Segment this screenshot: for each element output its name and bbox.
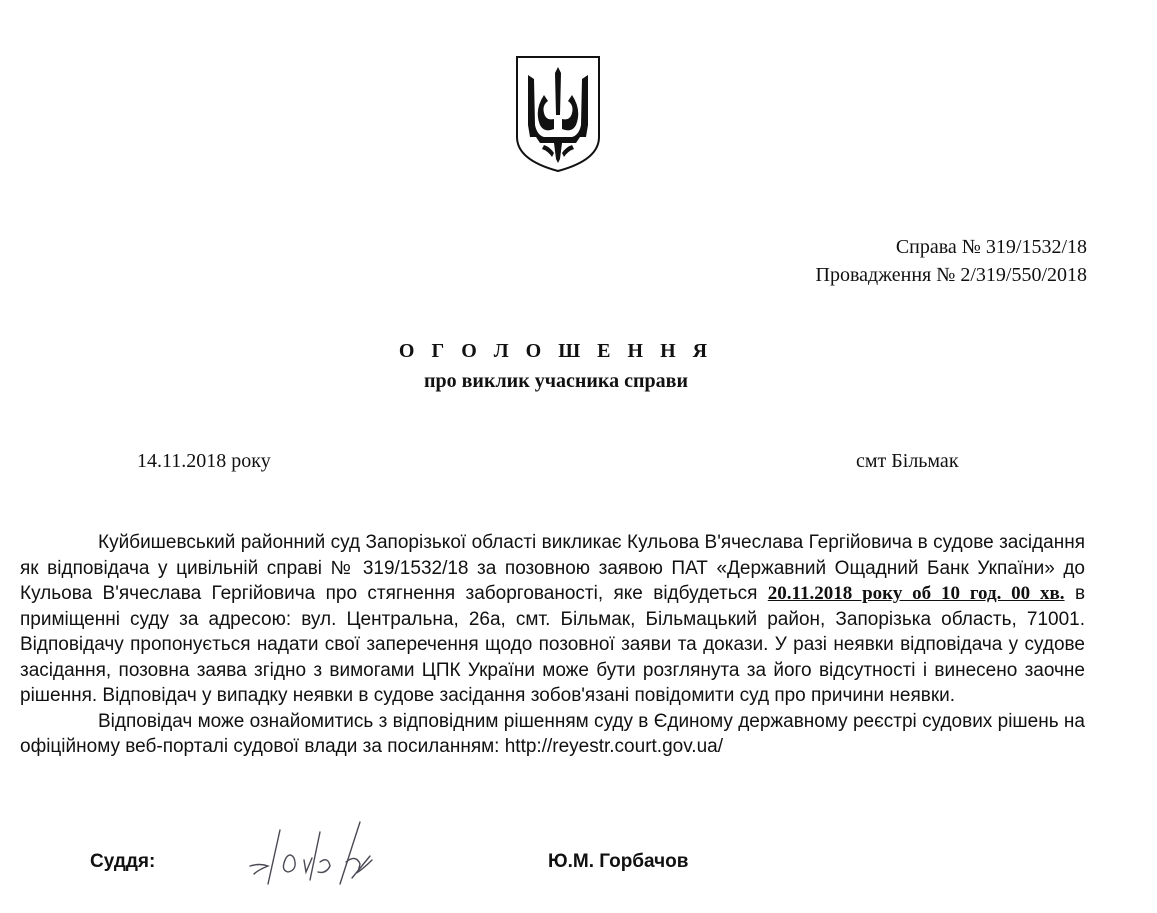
case-numbers [816, 233, 1087, 289]
paragraph-registry: Відповідач може ознайомитись з відповідним рішенням суду в Єдиному державному реєстрі судових рішень на офіційному веб-порталі судової влади за посиланням: http://reyestr.court.gov.ua/ [20, 710, 1085, 757]
document-body [20, 530, 1085, 760]
document-title: О Г О Л О Ш Е Н Н Я [398, 340, 714, 362]
case-number: Справа № 319/1532/18 [895, 236, 1087, 258]
document-date: 14.11.2018 року [137, 450, 271, 472]
judge-label: Суддя: [90, 851, 156, 872]
paragraph-summons [20, 530, 1085, 709]
proceeding-number: Провадження № 2/319/550/2018 [815, 264, 1087, 286]
summons-text-after: в приміщенні суду за адресою: вул. Центральна, 26а, смт. Більмак, Більмацький район, Запорізька область, 71001. Відповідачу пропонується надати свої заперечення щодо позовної заяви та докази. У разі неявки відповідача у судове засідання, позовна заява згідно з вимогами ЦПК України може бути розглянута за його відсутності і винесено заочне рішення. Відповідач у випадку неявки в судове засідання зобов'язані повідомити суд про причини неявки. [20, 583, 1086, 706]
judge-name: Ю.М. Горбачов [548, 851, 689, 872]
trident-coat-of-arms-icon [514, 55, 602, 173]
judge-signature [240, 808, 410, 888]
hearing-datetime: 20.11.2018 року об 10 год. 00 хв. [767, 583, 1065, 604]
document-place: смт Більмак [856, 450, 959, 472]
summons-text-before: Куйбишевський районний суд Запорізької області викликає Кульова В'ячеслава Гергійовича в судове засідання як відповідача у цивільній справі № 319/1532/18 за позовною заявою ПАТ «Державний Ощадний Банк Укпаїни» до Кульова В'ячеслава Гергійовича про стягнення заборгованості, яке відбудеться [20, 532, 1085, 604]
document-subtitle: про виклик учасника справи [423, 370, 689, 392]
